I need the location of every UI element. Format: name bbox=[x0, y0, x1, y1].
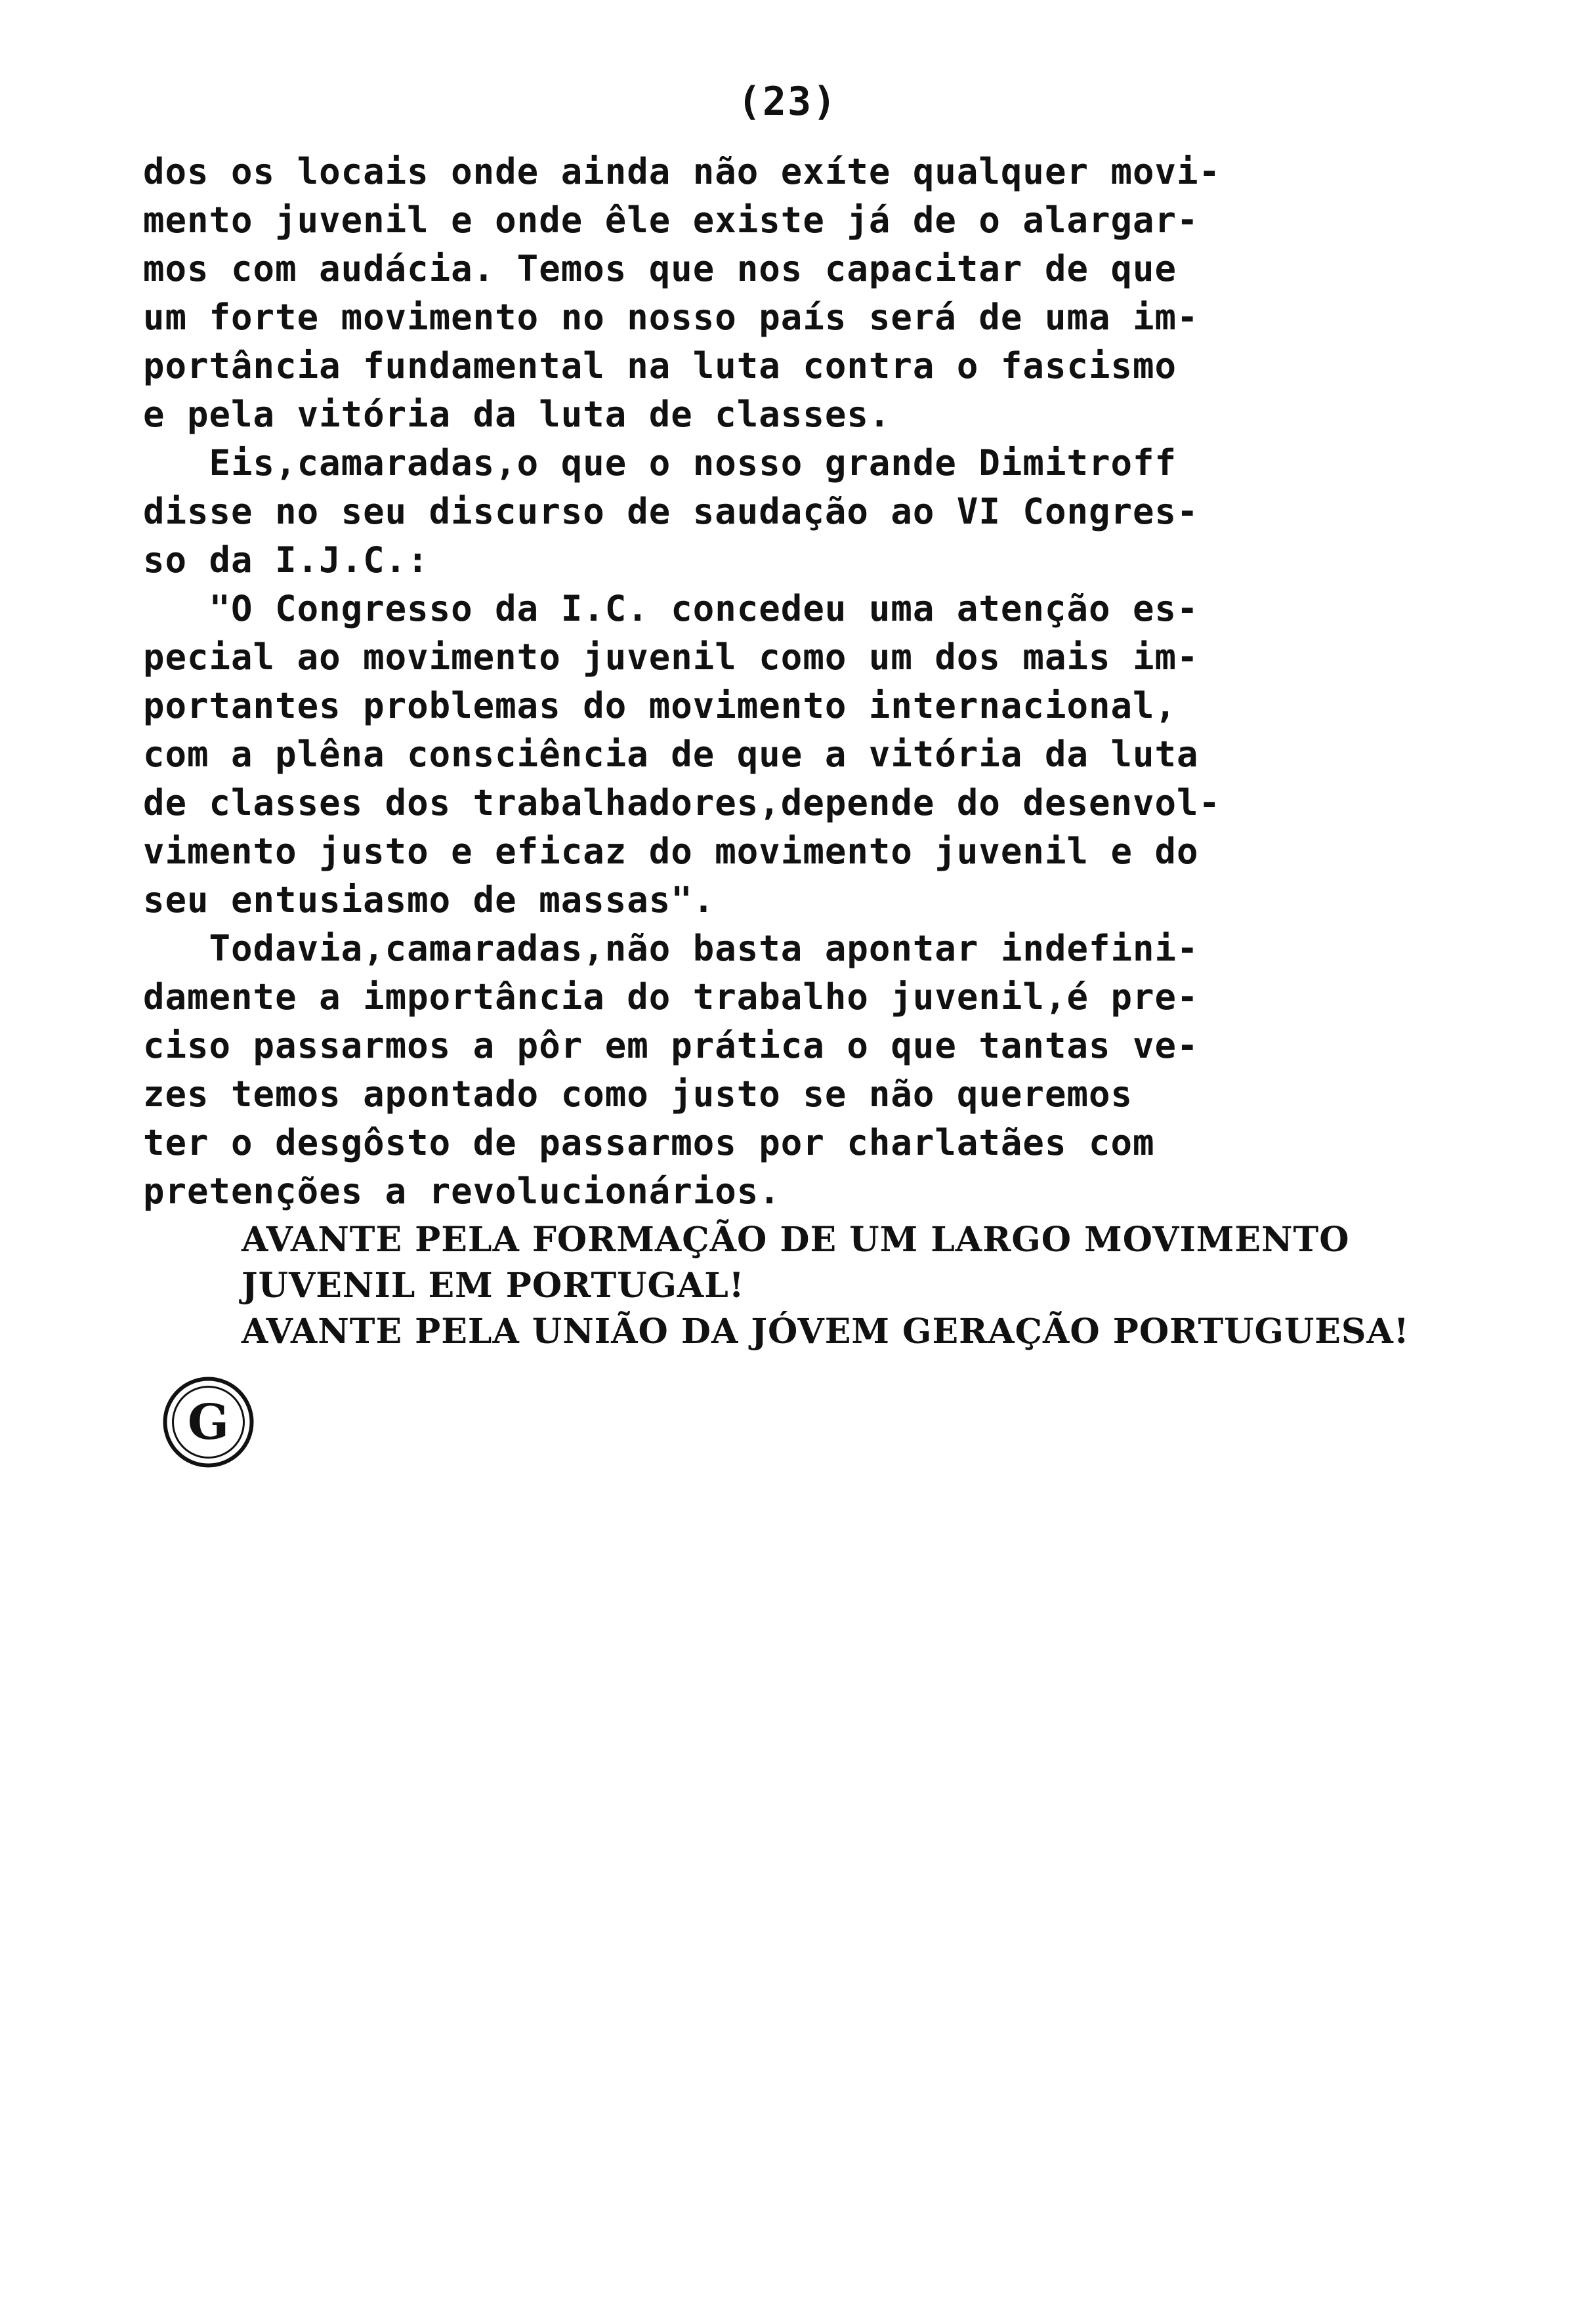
body-line: portantes problemas do movimento internacional, bbox=[143, 685, 1177, 726]
body-line: dos os locais onde ainda não exíte qualquer movi- bbox=[143, 151, 1221, 192]
body-line: de classes dos trabalhadores,depende do desenvol- bbox=[143, 782, 1221, 823]
body-line: mento juvenil e onde êle existe já de o alargar- bbox=[143, 199, 1199, 241]
body-line: ter o desgôsto de passarmos por charlatães com bbox=[143, 1122, 1155, 1163]
body-line: mos com audácia. Temos que nos capacitar de que bbox=[143, 248, 1177, 289]
body-line: portância fundamental na luta contra o fascismo bbox=[143, 345, 1177, 386]
body-line: pretenções a revolucionários. bbox=[143, 1171, 781, 1212]
body-line: zes temos apontado como justo se não queremos bbox=[143, 1073, 1133, 1115]
body-line: ciso passarmos a pôr em prática o que tantas ve- bbox=[143, 1025, 1199, 1066]
body-line: um forte movimento no nosso país será de uma im- bbox=[143, 297, 1199, 338]
body-line: so da I.J.C.: bbox=[143, 539, 429, 581]
body-line: Todavia,camaradas,não basta apontar indefini- bbox=[143, 928, 1199, 969]
body-line: disse no seu discurso de saudação ao VI Congres- bbox=[143, 491, 1199, 532]
body-line: e pela vitória da luta de classes. bbox=[143, 394, 891, 435]
body-line: com a plêna consciência de que a vitória da luta bbox=[143, 734, 1199, 775]
body-line: damente a importância do trabalho juvenil,é pre- bbox=[143, 976, 1199, 1018]
circled-g-stamp-icon bbox=[161, 1375, 256, 1470]
page-number: (23) bbox=[737, 79, 838, 125]
slogan-line: JUVENIL EM PORTUGAL! bbox=[242, 1266, 745, 1306]
body-line: seu entusiasmo de massas". bbox=[143, 879, 715, 921]
slogan-line: AVANTE PELA FORMAÇÃO DE UM LARGO MOVIMENTO bbox=[242, 1220, 1350, 1260]
body-line: "O Congresso da I.C. concedeu uma atenção es- bbox=[143, 588, 1199, 629]
stamp-letter: G bbox=[187, 1394, 230, 1451]
closing-slogans bbox=[242, 1217, 1521, 1355]
body-text bbox=[143, 148, 1482, 1216]
body-line: pecial ao movimento juvenil como um dos mais im- bbox=[143, 636, 1199, 678]
body-line: Eis,camaradas,o que o nosso grande Dimitroff bbox=[143, 442, 1177, 484]
body-line: vimento justo e eficaz do movimento juvenil e do bbox=[143, 831, 1199, 872]
slogan-line: AVANTE PELA UNIÃO DA JÓVEM GERAÇÃO PORTUGUESA! bbox=[242, 1312, 1410, 1352]
